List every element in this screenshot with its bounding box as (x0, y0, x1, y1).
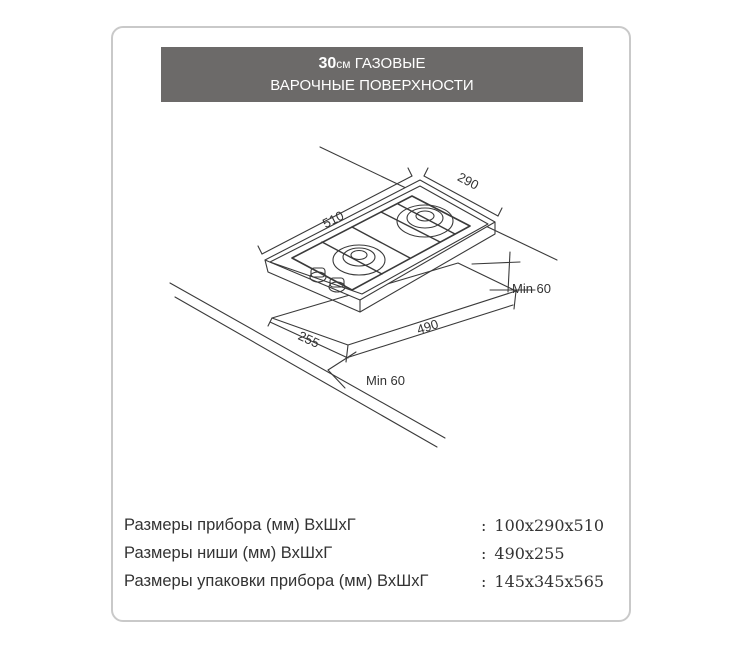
spec-row-appliance (124, 516, 624, 544)
title-size-number: 30 (318, 55, 337, 72)
label-cutout-width: 255 (295, 328, 322, 351)
spec-value-wrap: : 145x345x565 (481, 572, 605, 591)
countertop-edge-lower (175, 297, 437, 447)
spec-list (124, 516, 624, 600)
spec-label: Размеры упаковки прибора (мм) ВхШхГ (124, 572, 429, 590)
title-line-1-rest: ГАЗОВЫЕ (350, 55, 426, 72)
label-min-side: Min 60 (512, 281, 552, 296)
label-width: 290 (455, 169, 482, 193)
dim-line-min-side (472, 262, 520, 264)
cooktop-plate (265, 180, 495, 300)
label-cutout-length: 490 (414, 316, 441, 338)
spec-value-wrap: : 490x255 (481, 544, 565, 563)
spec-value: 100x290x510 (494, 516, 605, 535)
title-size-unit: см (336, 57, 351, 71)
spec-row-niche (124, 544, 624, 572)
spec-row-package (124, 572, 624, 600)
spec-value: 145x345x565 (494, 572, 605, 591)
title-line-2: ВАРОЧНЫЕ ПОВЕРХНОСТИ (270, 77, 474, 94)
spec-value: 490x255 (494, 544, 565, 563)
countertop-edge-front (170, 283, 445, 438)
label-min-front: Min 60 (366, 373, 406, 388)
spec-label: Размеры ниши (мм) ВхШхГ (124, 544, 333, 562)
spec-value-wrap: : 100x290x510 (481, 516, 605, 535)
spec-label: Размеры прибора (мм) ВхШхГ (124, 516, 356, 534)
label-depth: 510 (320, 207, 347, 232)
